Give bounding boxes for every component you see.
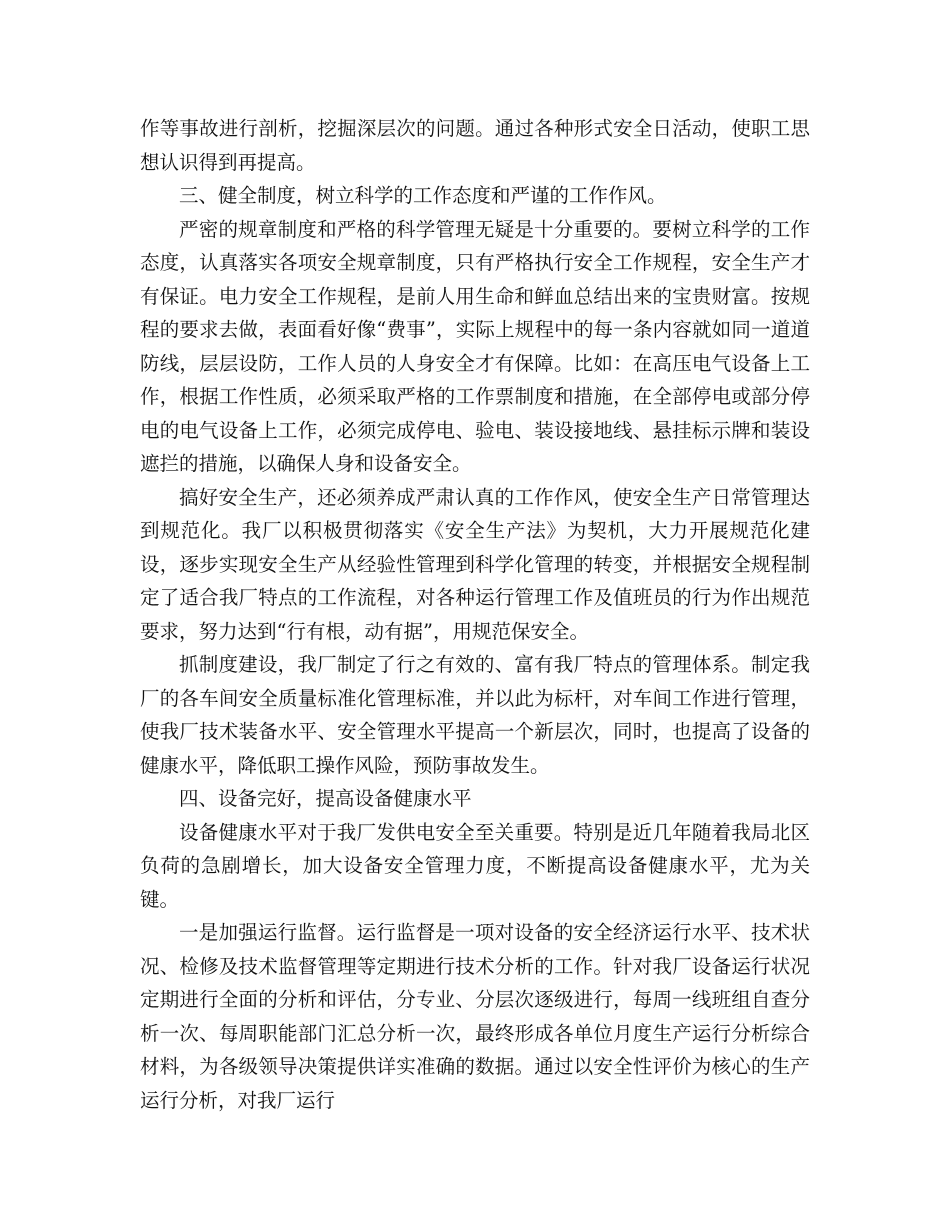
section-heading-4: 四、设备完好，提高设备健康水平: [179, 787, 472, 810]
paragraph-continuation: 作等事故进行剖析，挖掘深层次的问题。通过各种形式安全日活动，使职工思想认识得到再提高。: [140, 117, 810, 174]
paragraph-work-style: 搞好安全生产，还必须养成严肃认真的工作作风，使安全生产日常管理达到规范化。我厂以积极贯彻落实《安全生产法》为契机，大力开展规范化建设，逐步实现安全生产从经验性管理到科学化管理的转变，并根据安全规程制定了适合我厂特点的工作流程，对各种运行管理工作及值班员的行为作出规范要求，努力达到“行有根，动有据”，用规范保安全。: [140, 485, 810, 643]
paragraph-operation-supervision: 一是加强运行监督。运行监督是一项对设备的安全经济运行水平、技术状况、检修及技术监督管理等定期进行技术分析的工作。针对我厂设备运行状况定期进行全面的分析和评估，分专业、分层次逐级进行，每周一线班组自查分析一次、每周职能部门汇总分析一次，最终形成各单位月度生产运行分析综合材料，为各级领导决策提供详实准确的数据。通过以安全性评价为核心的生产运行分析，对我厂运行: [140, 921, 810, 1112]
paragraph-regulations: 严密的规章制度和严格的科学管理无疑是十分重要的。要树立科学的工作态度，认真落实各项安全规章制度，只有严格执行安全工作规程，安全生产才有保证。电力安全工作规程，是前人用生命和鲜血总结出来的宝贵财富。按规程的要求去做，表面看好像“费事”，实际上规程中的每一条内容就如同一道道防线，层层设防，工作人员的人身安全才有保障。比如：在高压电气设备上工作，根据工作性质，必须采取严格的工作票制度和措施，在全部停电或部分停电的电气设备上工作，必须完成停电、验电、装设接地线、悬挂标示牌和装设遮拦的措施，以确保人身和设备安全。: [140, 217, 810, 475]
document-body: [140, 112, 810, 1117]
paragraph-system-building: 抓制度建设，我厂制定了行之有效的、富有我厂特点的管理体系。制定我厂的各车间安全质量标准化管理标准，并以此为标杆，对车间工作进行管理，使我厂技术装备水平、安全管理水平提高一个新层次，同时，也提高了设备的健康水平，降低职工操作风险，预防事故发生。: [140, 653, 810, 777]
paragraph-equipment-health: 设备健康水平对于我厂发供电安全至关重要。特别是近几年随着我局北区负荷的急剧增长，加大设备安全管理力度，不断提高设备健康水平，尤为关键。: [140, 820, 810, 911]
section-heading-3: 三、健全制度，树立科学的工作态度和严谨的工作作风。: [179, 184, 667, 207]
